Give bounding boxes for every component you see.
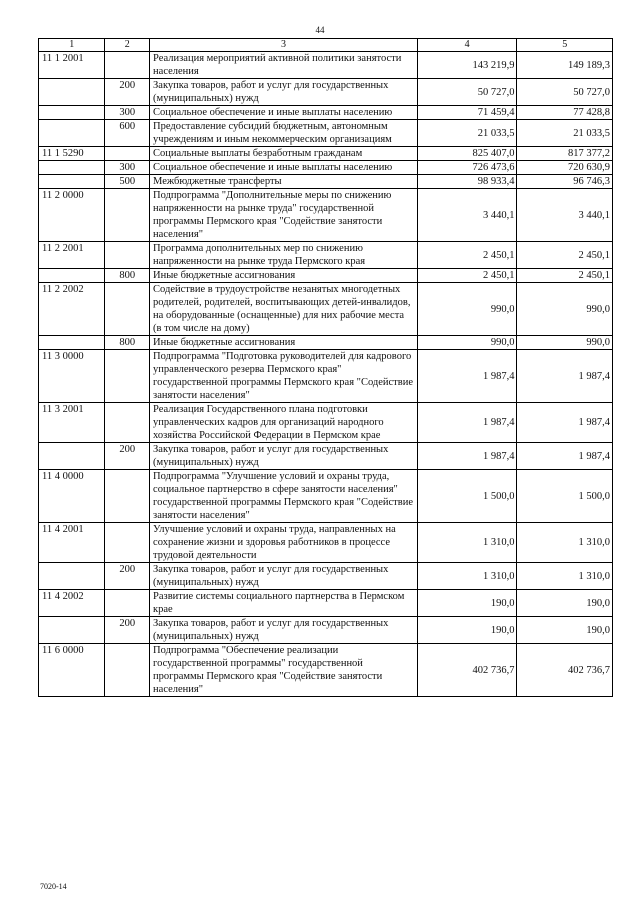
row-code: 11 2 2001: [39, 242, 105, 269]
row-name: Социальное обеспечение и иные выплаты населению: [150, 161, 418, 175]
row-name: Подпрограмма "Обеспечение реализации государственной программы" государственной программы Пермского края "Содействие занятости населения": [150, 644, 418, 697]
row-value-col5: 1 987,4: [517, 350, 613, 403]
row-expense-type: [105, 523, 150, 563]
row-expense-type: 300: [105, 161, 150, 175]
table-row: [39, 336, 613, 350]
table-row: [39, 175, 613, 189]
row-name: Социальные выплаты безработным гражданам: [150, 147, 418, 161]
row-value-col4: 726 473,6: [417, 161, 517, 175]
row-code: 11 4 2001: [39, 523, 105, 563]
column-header-1: 1: [39, 39, 105, 52]
table-row: [39, 470, 613, 523]
row-value-col4: 1 310,0: [417, 523, 517, 563]
row-value-col4: 990,0: [417, 283, 517, 336]
row-value-col5: 50 727,0: [517, 79, 613, 106]
row-value-col4: 990,0: [417, 336, 517, 350]
row-code: [39, 443, 105, 470]
row-expense-type: [105, 403, 150, 443]
row-value-col5: 77 428,8: [517, 106, 613, 120]
row-code: [39, 336, 105, 350]
table-row: [39, 161, 613, 175]
table-row: [39, 79, 613, 106]
row-expense-type: [105, 283, 150, 336]
table-row: [39, 147, 613, 161]
row-code: 11 4 0000: [39, 470, 105, 523]
row-expense-type: 200: [105, 617, 150, 644]
row-value-col5: 402 736,7: [517, 644, 613, 697]
row-code: 11 3 2001: [39, 403, 105, 443]
table-header-row: [39, 39, 613, 52]
row-name: Предоставление субсидий бюджетным, автономным учреждениям и иным некоммерческим организациям: [150, 120, 418, 147]
row-code: [39, 120, 105, 147]
row-name: Закупка товаров, работ и услуг для государственных (муниципальных) нужд: [150, 563, 418, 590]
column-header-5: 5: [517, 39, 613, 52]
row-code: [39, 563, 105, 590]
footer-code: 7020-14: [40, 882, 67, 891]
row-name: Развитие системы социального партнерства в Пермском крае: [150, 590, 418, 617]
table-row: [39, 189, 613, 242]
row-name: Содействие в трудоустройстве незанятых многодетных родителей, родителей, воспитывающих детей-инвалидов, на оборудованные (оснащенные) для них рабочие места (в том числе на дому): [150, 283, 418, 336]
row-expense-type: [105, 147, 150, 161]
row-name: Социальное обеспечение и иные выплаты населению: [150, 106, 418, 120]
row-code: [39, 617, 105, 644]
table-row: [39, 617, 613, 644]
row-name: Закупка товаров, работ и услуг для государственных (муниципальных) нужд: [150, 617, 418, 644]
row-value-col5: 96 746,3: [517, 175, 613, 189]
table-row: [39, 242, 613, 269]
row-value-col5: 21 033,5: [517, 120, 613, 147]
row-expense-type: 600: [105, 120, 150, 147]
row-value-col5: 1 987,4: [517, 443, 613, 470]
row-expense-type: [105, 644, 150, 697]
row-code: [39, 269, 105, 283]
row-expense-type: [105, 189, 150, 242]
row-code: 11 6 0000: [39, 644, 105, 697]
row-expense-type: [105, 350, 150, 403]
column-header-2: 2: [105, 39, 150, 52]
row-value-col4: 1 987,4: [417, 403, 517, 443]
row-value-col5: 190,0: [517, 590, 613, 617]
row-value-col4: 2 450,1: [417, 269, 517, 283]
row-name: Межбюджетные трансферты: [150, 175, 418, 189]
column-header-3: 3: [150, 39, 418, 52]
page-number: 44: [315, 25, 325, 35]
row-value-col4: 143 219,9: [417, 52, 517, 79]
row-value-col5: 3 440,1: [517, 189, 613, 242]
table-body: [39, 52, 613, 697]
row-value-col5: 720 630,9: [517, 161, 613, 175]
row-name: Иные бюджетные ассигнования: [150, 269, 418, 283]
row-expense-type: [105, 52, 150, 79]
row-expense-type: [105, 590, 150, 617]
row-code: 11 3 0000: [39, 350, 105, 403]
row-code: 11 2 2002: [39, 283, 105, 336]
row-name: Подпрограмма "Дополнительные меры по снижению напряженности на рынке труда" государственной программы Пермского края "Содействие занятости населения": [150, 189, 418, 242]
row-name: Подпрограмма "Подготовка руководителей для кадрового управленческого резерва Пермского края" государственной программы Пермского края "Содействие занятости населения": [150, 350, 418, 403]
row-name: Иные бюджетные ассигнования: [150, 336, 418, 350]
row-value-col4: 50 727,0: [417, 79, 517, 106]
row-expense-type: 500: [105, 175, 150, 189]
table-row: [39, 563, 613, 590]
row-name: Подпрограмма "Улучшение условий и охраны труда, социальное партнерство в сфере занятости населения" государственной программы Пермского края "Содействие занятости населения": [150, 470, 418, 523]
row-name: Реализация мероприятий активной политики занятости населения: [150, 52, 418, 79]
row-code: [39, 161, 105, 175]
table-row: [39, 120, 613, 147]
row-value-col4: 1 310,0: [417, 563, 517, 590]
row-name: Улучшение условий и охраны труда, направленных на сохранение жизни и здоровья работников в процессе трудовой деятельности: [150, 523, 418, 563]
table-row: [39, 106, 613, 120]
row-value-col4: 98 933,4: [417, 175, 517, 189]
row-value-col4: 1 987,4: [417, 443, 517, 470]
table-row: [39, 350, 613, 403]
row-name: Закупка товаров, работ и услуг для государственных (муниципальных) нужд: [150, 79, 418, 106]
table-row: [39, 52, 613, 79]
row-value-col4: 825 407,0: [417, 147, 517, 161]
row-code: 11 1 5290: [39, 147, 105, 161]
row-name: Закупка товаров, работ и услуг для государственных (муниципальных) нужд: [150, 443, 418, 470]
row-expense-type: 800: [105, 269, 150, 283]
table-row: [39, 403, 613, 443]
row-code: [39, 79, 105, 106]
row-code: [39, 175, 105, 189]
row-value-col5: 1 500,0: [517, 470, 613, 523]
row-value-col4: 402 736,7: [417, 644, 517, 697]
row-value-col5: 1 987,4: [517, 403, 613, 443]
row-expense-type: 300: [105, 106, 150, 120]
row-value-col4: 21 033,5: [417, 120, 517, 147]
row-expense-type: 200: [105, 563, 150, 590]
table-row: [39, 590, 613, 617]
row-expense-type: [105, 470, 150, 523]
row-value-col4: 2 450,1: [417, 242, 517, 269]
row-value-col5: 990,0: [517, 336, 613, 350]
row-value-col5: 1 310,0: [517, 523, 613, 563]
row-expense-type: 200: [105, 79, 150, 106]
row-value-col4: 1 500,0: [417, 470, 517, 523]
row-code: 11 1 2001: [39, 52, 105, 79]
table-row: [39, 443, 613, 470]
row-value-col5: 149 189,3: [517, 52, 613, 79]
row-value-col5: 990,0: [517, 283, 613, 336]
table-row: [39, 523, 613, 563]
row-expense-type: 200: [105, 443, 150, 470]
row-value-col4: 3 440,1: [417, 189, 517, 242]
row-value-col5: 190,0: [517, 617, 613, 644]
row-value-col4: 1 987,4: [417, 350, 517, 403]
row-value-col4: 190,0: [417, 617, 517, 644]
table-row: [39, 283, 613, 336]
table-row: [39, 644, 613, 697]
row-value-col4: 71 459,4: [417, 106, 517, 120]
row-name: Реализация Государственного плана подготовки управленческих кадров для организаций народного хозяйства Российской Федерации в Пермском крае: [150, 403, 418, 443]
row-value-col5: 1 310,0: [517, 563, 613, 590]
row-value-col5: 817 377,2: [517, 147, 613, 161]
row-code: 11 4 2002: [39, 590, 105, 617]
row-name: Программа дополнительных мер по снижению напряженности на рынке труда Пермского края: [150, 242, 418, 269]
row-code: [39, 106, 105, 120]
row-expense-type: 800: [105, 336, 150, 350]
row-code: 11 2 0000: [39, 189, 105, 242]
row-value-col4: 190,0: [417, 590, 517, 617]
row-expense-type: [105, 242, 150, 269]
row-value-col5: 2 450,1: [517, 269, 613, 283]
column-header-4: 4: [417, 39, 517, 52]
row-value-col5: 2 450,1: [517, 242, 613, 269]
budget-table: [38, 38, 613, 697]
table-row: [39, 269, 613, 283]
